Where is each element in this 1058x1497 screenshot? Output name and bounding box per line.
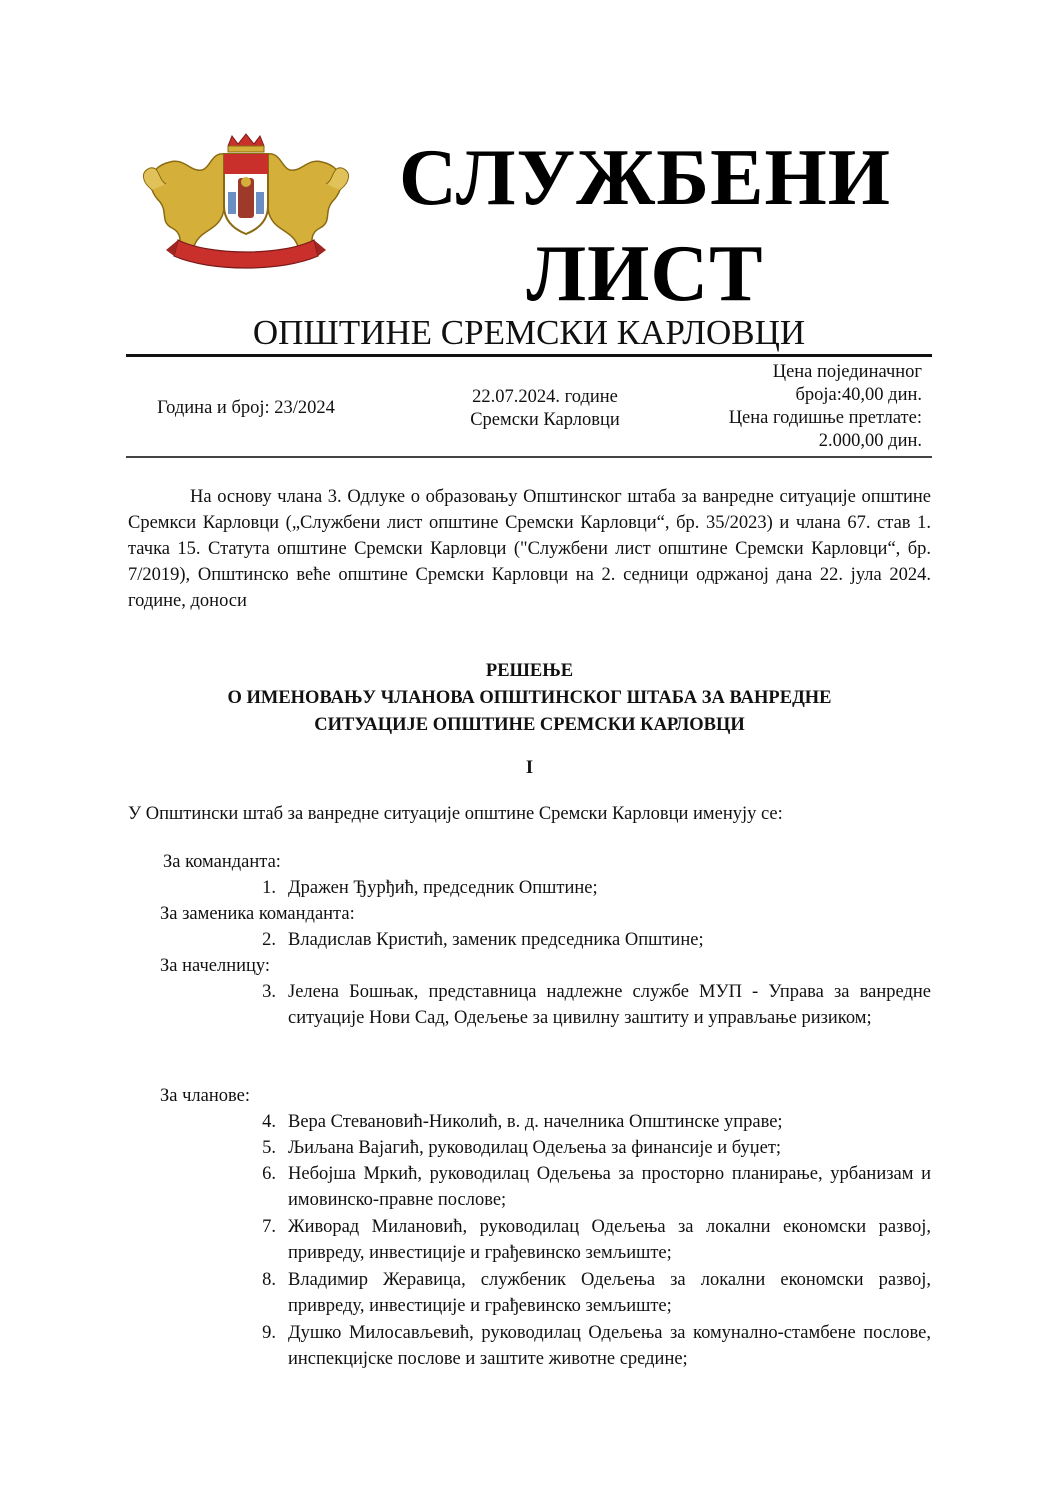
section-number: I <box>525 758 534 778</box>
price-single-value: броја:40,00 дин. <box>795 385 922 405</box>
list-item-text: Љиљана Вајагић, руководилац Одељења за финансије и буџет; <box>288 1138 782 1158</box>
list-item <box>252 1267 931 1319</box>
decision-heading <box>128 658 931 739</box>
list-item-text: Небојша Мркић, руководилац Одељења за просторно планирање, урбанизам и имовинско-правне послове; <box>288 1164 931 1210</box>
gazette-title-line-1: СЛУЖБЕНИ <box>399 134 891 222</box>
issue-date-place <box>430 386 660 432</box>
list-item <box>252 979 931 1031</box>
list-item <box>252 875 931 901</box>
decision-subtitle-2: СИТУАЦИЈЕ ОПШТИНЕ СРЕМСКИ КАРЛОВЦИ <box>314 715 745 735</box>
list-item-number: 3. <box>262 982 276 1002</box>
role-chief: За начелницу: <box>160 956 271 976</box>
price-block <box>660 361 922 453</box>
header-divider-bottom <box>126 456 932 458</box>
list-item-number: 9. <box>262 1323 276 1343</box>
list-item-number: 6. <box>262 1164 276 1184</box>
list-item <box>252 1214 931 1266</box>
price-single-label: Цена појединачног <box>772 362 922 382</box>
price-annual-label: Цена годишње претлате: <box>728 408 922 428</box>
appoint-paragraph: У Општински штаб за ванредне ситуације општине Сремски Карловци именују се: <box>128 804 783 824</box>
issue-date: 22.07.2024. године <box>472 387 618 407</box>
list-item-number: 2. <box>262 930 276 950</box>
list-item-number: 8. <box>262 1270 276 1290</box>
intro-paragraph: На основу члана 3. Одлуке о образовању Општинског штаба за ванредне ситуације општине Сремкси Карловци („Службени лист општине Сремски Карловци“, бр. 35/2023) и члана 67. став 1. тачка 15. Статута општине Сремски Карловци ("Службени лист општине Сремски Карловци“, бр. 7/2019), Општинско веће општине Сремски Карловци на 2. седници одржаној дана 22. јула 2024. године, доноси <box>128 487 931 611</box>
decision-title: РЕШЕЊЕ <box>485 661 574 681</box>
list-item-number: 5. <box>262 1138 276 1158</box>
list-item-number: 4. <box>262 1112 276 1132</box>
coat-of-arms-icon <box>140 132 352 272</box>
role-commander: За команданта: <box>163 852 281 872</box>
role-members: За чланове: <box>160 1086 250 1106</box>
header-divider-top <box>126 354 932 357</box>
list-item <box>252 1161 931 1213</box>
role-deputy: За заменика команданта: <box>160 904 355 924</box>
list-item <box>252 927 931 953</box>
list-item-text: Владислав Кристић, заменик председника Општине; <box>288 930 704 950</box>
list-item-text: Вера Стевановић-Николић, в. д. начелника Општинске управе; <box>288 1112 783 1132</box>
list-item-text: Живорад Милановић, руководилац Одељења за локални економски развој, привреду, инвестиције и грађевинско земљиште; <box>288 1217 931 1263</box>
decision-subtitle-1: О ИМЕНОВАЊУ ЧЛАНОВА ОПШТИНСКОГ ШТАБА ЗА ВАНРЕДНЕ <box>227 688 832 708</box>
list-item-text: Дражен Ђурђић, председник Општине; <box>288 878 598 898</box>
list-item-text: Душко Милосављевић, руководилац Одељења за комунално-стамбене послове, инспекцијске послове и заштите животне средине; <box>288 1323 931 1369</box>
list-item-number: 1. <box>262 878 276 898</box>
gazette-title-line-2: ЛИСТ <box>526 230 764 318</box>
price-annual-value: 2.000,00 дин. <box>818 431 922 451</box>
list-item <box>252 1135 931 1161</box>
list-item-text: Јелена Бошњак, представница надлежне службе МУП - Управа за ванредне ситуације Нови Сад, Одељење за цивилну заштиту и управљање ризиком; <box>288 982 931 1028</box>
list-item <box>252 1320 931 1372</box>
gazette-subtitle: ОПШТИНЕ СРЕМСКИ КАРЛОВЦИ <box>252 313 806 352</box>
list-item-number: 7. <box>262 1217 276 1237</box>
issue-place: Сремски Карловци <box>470 410 620 430</box>
list-item-text: Владимир Жеравица, службеник Одељења за локални економски развој, привреду, инвестиције и грађевинско земљиште; <box>288 1270 931 1316</box>
list-item <box>252 1109 931 1135</box>
issue-number: Година и број: 23/2024 <box>157 398 335 418</box>
